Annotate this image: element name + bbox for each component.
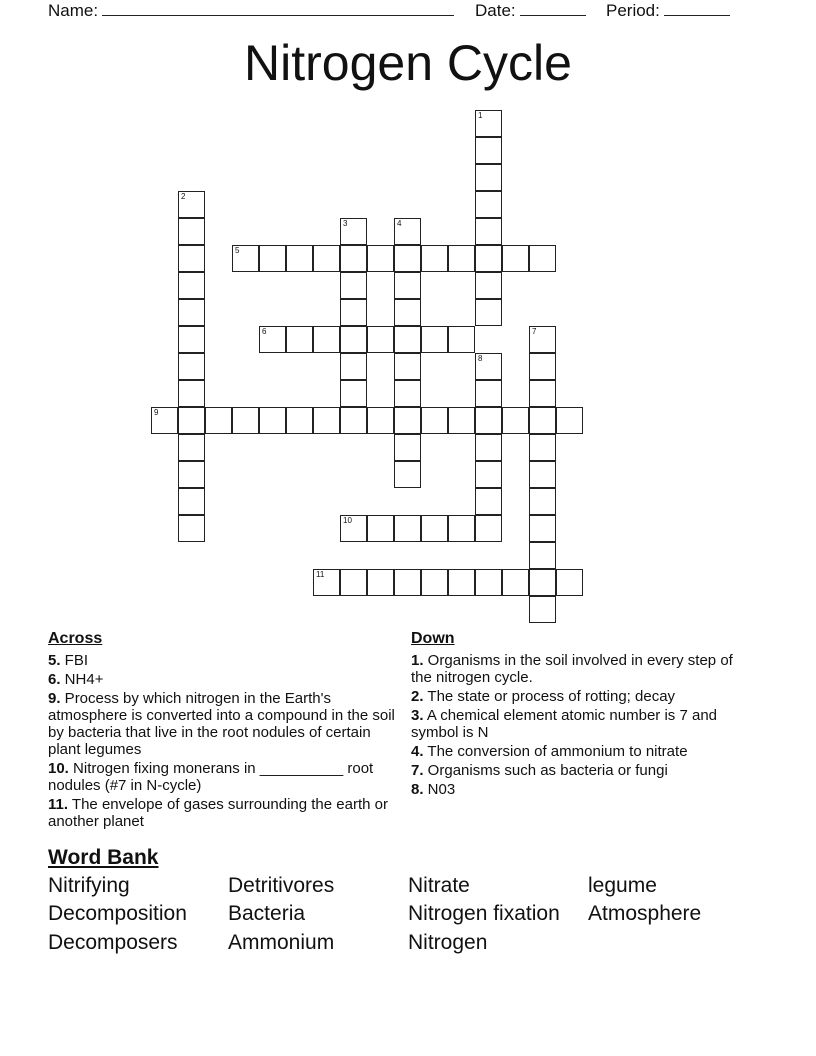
clue-num: 3. <box>411 707 424 724</box>
crossword-cell[interactable] <box>556 569 583 596</box>
clue-text: Organisms such as bacteria or fungi <box>423 762 668 779</box>
crossword-cell[interactable] <box>367 245 394 272</box>
crossword-cell[interactable] <box>529 569 556 596</box>
crossword-cell[interactable] <box>178 299 205 326</box>
crossword-cell[interactable] <box>178 380 205 407</box>
clue-num: 1. <box>411 652 424 669</box>
crossword-cell[interactable] <box>178 326 205 353</box>
crossword-cell[interactable] <box>475 434 502 461</box>
crossword-cell[interactable] <box>394 515 421 542</box>
crossword-cell[interactable] <box>475 299 502 326</box>
crossword-cell[interactable] <box>475 110 502 137</box>
crossword-cell[interactable] <box>232 407 259 434</box>
clue-number: 6 <box>262 327 267 336</box>
crossword-cell[interactable] <box>178 461 205 488</box>
down-heading: Down <box>411 630 455 647</box>
clue-num: 9. <box>48 690 61 707</box>
crossword-cell[interactable] <box>178 272 205 299</box>
clue-num: 5. <box>48 652 61 669</box>
clue-text: NH4+ <box>60 671 104 688</box>
word-bank-word: Decomposition <box>48 902 187 925</box>
clue-number: 7 <box>532 327 537 336</box>
clue-text: N03 <box>423 781 456 798</box>
crossword-cell[interactable] <box>178 218 205 245</box>
crossword-cell[interactable] <box>178 515 205 542</box>
clue-num: 7. <box>411 762 424 779</box>
crossword-cell[interactable] <box>367 515 394 542</box>
crossword-cell[interactable] <box>421 326 448 353</box>
crossword-cell[interactable] <box>313 245 340 272</box>
crossword-cell[interactable] <box>367 569 394 596</box>
clue-text: FBI <box>60 652 89 669</box>
clue-num: 10. <box>48 760 69 777</box>
clue-num: 11. <box>48 796 69 813</box>
word-bank-word: Nitrogen <box>408 931 488 954</box>
crossword-cell[interactable] <box>394 461 421 488</box>
period-label: Period: <box>606 1 660 20</box>
crossword-cell[interactable] <box>286 407 313 434</box>
word-bank-title: Word Bank <box>48 846 159 869</box>
crossword-cell[interactable] <box>178 407 205 434</box>
crossword-cell[interactable] <box>421 515 448 542</box>
word-bank-word: Nitrate <box>408 874 470 897</box>
crossword-cell[interactable] <box>340 299 367 326</box>
crossword-cell[interactable] <box>394 218 421 245</box>
clue-num: 4. <box>411 743 424 760</box>
crossword-cell[interactable] <box>475 164 502 191</box>
crossword-cell[interactable] <box>394 407 421 434</box>
crossword-cell[interactable] <box>475 515 502 542</box>
clue-number: 4 <box>397 219 402 228</box>
down-clue <box>411 707 741 741</box>
clue-number: 9 <box>154 408 159 417</box>
down-clue <box>411 781 741 798</box>
crossword-cell[interactable] <box>259 326 286 353</box>
crossword-cell[interactable] <box>313 326 340 353</box>
across-clue <box>48 671 400 688</box>
word-bank-word: Detritivores <box>228 874 335 897</box>
clue-num: 8. <box>411 781 424 798</box>
clue-num: 2. <box>411 688 424 705</box>
crossword-cell[interactable] <box>340 272 367 299</box>
crossword-cell[interactable] <box>475 488 502 515</box>
clue-text: The conversion of ammonium to nitrate <box>423 743 688 760</box>
crossword-cell[interactable] <box>313 407 340 434</box>
word-bank-word: Ammonium <box>228 931 335 954</box>
across-clue <box>48 796 400 830</box>
crossword-cell[interactable] <box>475 380 502 407</box>
clue-text: The state or process of rotting; decay <box>423 688 676 705</box>
crossword-cell[interactable] <box>232 245 259 272</box>
crossword-cell[interactable] <box>394 272 421 299</box>
clue-text: The envelope of gases surrounding the earth or another planet <box>48 796 388 830</box>
word-bank-word: Bacteria <box>228 902 306 925</box>
clue-number: 3 <box>343 219 348 228</box>
crossword-cell[interactable] <box>475 218 502 245</box>
crossword-cell[interactable] <box>394 245 421 272</box>
crossword-cell[interactable] <box>394 326 421 353</box>
clue-text: A chemical element atomic number is 7 and symbol is N <box>411 707 717 741</box>
crossword-cell[interactable] <box>475 407 502 434</box>
crossword-cell[interactable] <box>448 407 475 434</box>
crossword-cell[interactable] <box>394 353 421 380</box>
crossword-cell[interactable] <box>340 326 367 353</box>
crossword-cell[interactable] <box>367 407 394 434</box>
crossword-cell[interactable] <box>178 245 205 272</box>
crossword-cell[interactable] <box>178 488 205 515</box>
crossword-cell[interactable] <box>529 434 556 461</box>
crossword-cell[interactable] <box>313 569 340 596</box>
crossword-cell[interactable] <box>529 596 556 623</box>
crossword-cell[interactable] <box>529 515 556 542</box>
down-clue <box>411 762 741 779</box>
crossword-cell[interactable] <box>394 569 421 596</box>
down-clue <box>411 652 741 686</box>
crossword-cell[interactable] <box>394 380 421 407</box>
down-clues <box>411 630 741 800</box>
crossword-cell[interactable] <box>529 326 556 353</box>
word-bank-word: Atmosphere <box>588 902 702 925</box>
across-clue <box>48 652 400 669</box>
crossword-cell[interactable] <box>421 245 448 272</box>
crossword-cell[interactable] <box>529 245 556 272</box>
crossword-cell[interactable] <box>340 218 367 245</box>
crossword-cell[interactable] <box>178 191 205 218</box>
clue-number: 11 <box>316 570 325 579</box>
across-clues <box>48 630 400 832</box>
crossword-cell[interactable] <box>340 353 367 380</box>
clue-number: 10 <box>343 516 352 525</box>
crossword-cell[interactable] <box>178 353 205 380</box>
page-title: Nitrogen Cycle <box>244 35 572 91</box>
clue-text: Process by which nitrogen in the Earth's atmosphere is converted into a compound in the soil by bacteria that live in the root nodules of certain plant legumes <box>48 690 395 758</box>
crossword-cell[interactable] <box>529 380 556 407</box>
crossword-cell[interactable] <box>340 515 367 542</box>
crossword-cell[interactable] <box>556 407 583 434</box>
crossword-cell[interactable] <box>421 407 448 434</box>
crossword-cell[interactable] <box>475 245 502 272</box>
across-clue <box>48 760 400 794</box>
clue-number: 8 <box>478 354 483 363</box>
crossword-cell[interactable] <box>151 407 178 434</box>
crossword-cell[interactable] <box>448 245 475 272</box>
across-clue <box>48 690 400 758</box>
crossword-cell[interactable] <box>529 488 556 515</box>
word-bank-word: Nitrifying <box>48 874 130 897</box>
crossword-cell[interactable] <box>448 515 475 542</box>
clue-number: 1 <box>478 111 483 120</box>
crossword-cell[interactable] <box>475 272 502 299</box>
name-label: Name: <box>48 1 99 20</box>
crossword-cell[interactable] <box>340 245 367 272</box>
clue-num: 6. <box>48 671 61 688</box>
crossword-cell[interactable] <box>502 407 529 434</box>
crossword-cell[interactable] <box>340 569 367 596</box>
down-clue <box>411 743 741 760</box>
crossword-cell[interactable] <box>475 191 502 218</box>
clue-text: Organisms in the soil involved in every step of the nitrogen cycle. <box>411 652 733 686</box>
clue-text: Nitrogen fixing monerans in __________ root nodules (#7 in N-cycle) <box>48 760 374 794</box>
crossword-cell[interactable] <box>502 245 529 272</box>
crossword-cell[interactable] <box>529 542 556 569</box>
crossword-cell[interactable] <box>367 326 394 353</box>
crossword-cell[interactable] <box>340 380 367 407</box>
word-bank-word: Nitrogen fixation <box>408 902 560 925</box>
clue-number: 2 <box>181 192 186 201</box>
down-clue <box>411 688 741 705</box>
crossword-cell[interactable] <box>475 569 502 596</box>
clue-number: 5 <box>235 246 240 255</box>
crossword-cell[interactable] <box>475 137 502 164</box>
crossword-cell[interactable] <box>394 434 421 461</box>
crossword-cell[interactable] <box>259 245 286 272</box>
word-bank-word: Decomposers <box>48 931 178 954</box>
date-label: Date: <box>475 1 516 20</box>
crossword-cell[interactable] <box>205 407 232 434</box>
crossword-cell[interactable] <box>259 407 286 434</box>
crossword-cell[interactable] <box>475 461 502 488</box>
crossword-cell[interactable] <box>529 407 556 434</box>
crossword-cell[interactable] <box>529 461 556 488</box>
crossword-cell[interactable] <box>178 434 205 461</box>
crossword-cell[interactable] <box>448 326 475 353</box>
crossword-cell[interactable] <box>529 353 556 380</box>
crossword-cell[interactable] <box>475 353 502 380</box>
across-heading: Across <box>48 630 103 647</box>
word-bank-word: legume <box>588 874 657 897</box>
crossword-cell[interactable] <box>286 245 313 272</box>
crossword-cell[interactable] <box>421 569 448 596</box>
crossword-cell[interactable] <box>286 326 313 353</box>
crossword-cell[interactable] <box>448 569 475 596</box>
crossword-cell[interactable] <box>502 569 529 596</box>
crossword-cell[interactable] <box>340 407 367 434</box>
crossword-cell[interactable] <box>394 299 421 326</box>
